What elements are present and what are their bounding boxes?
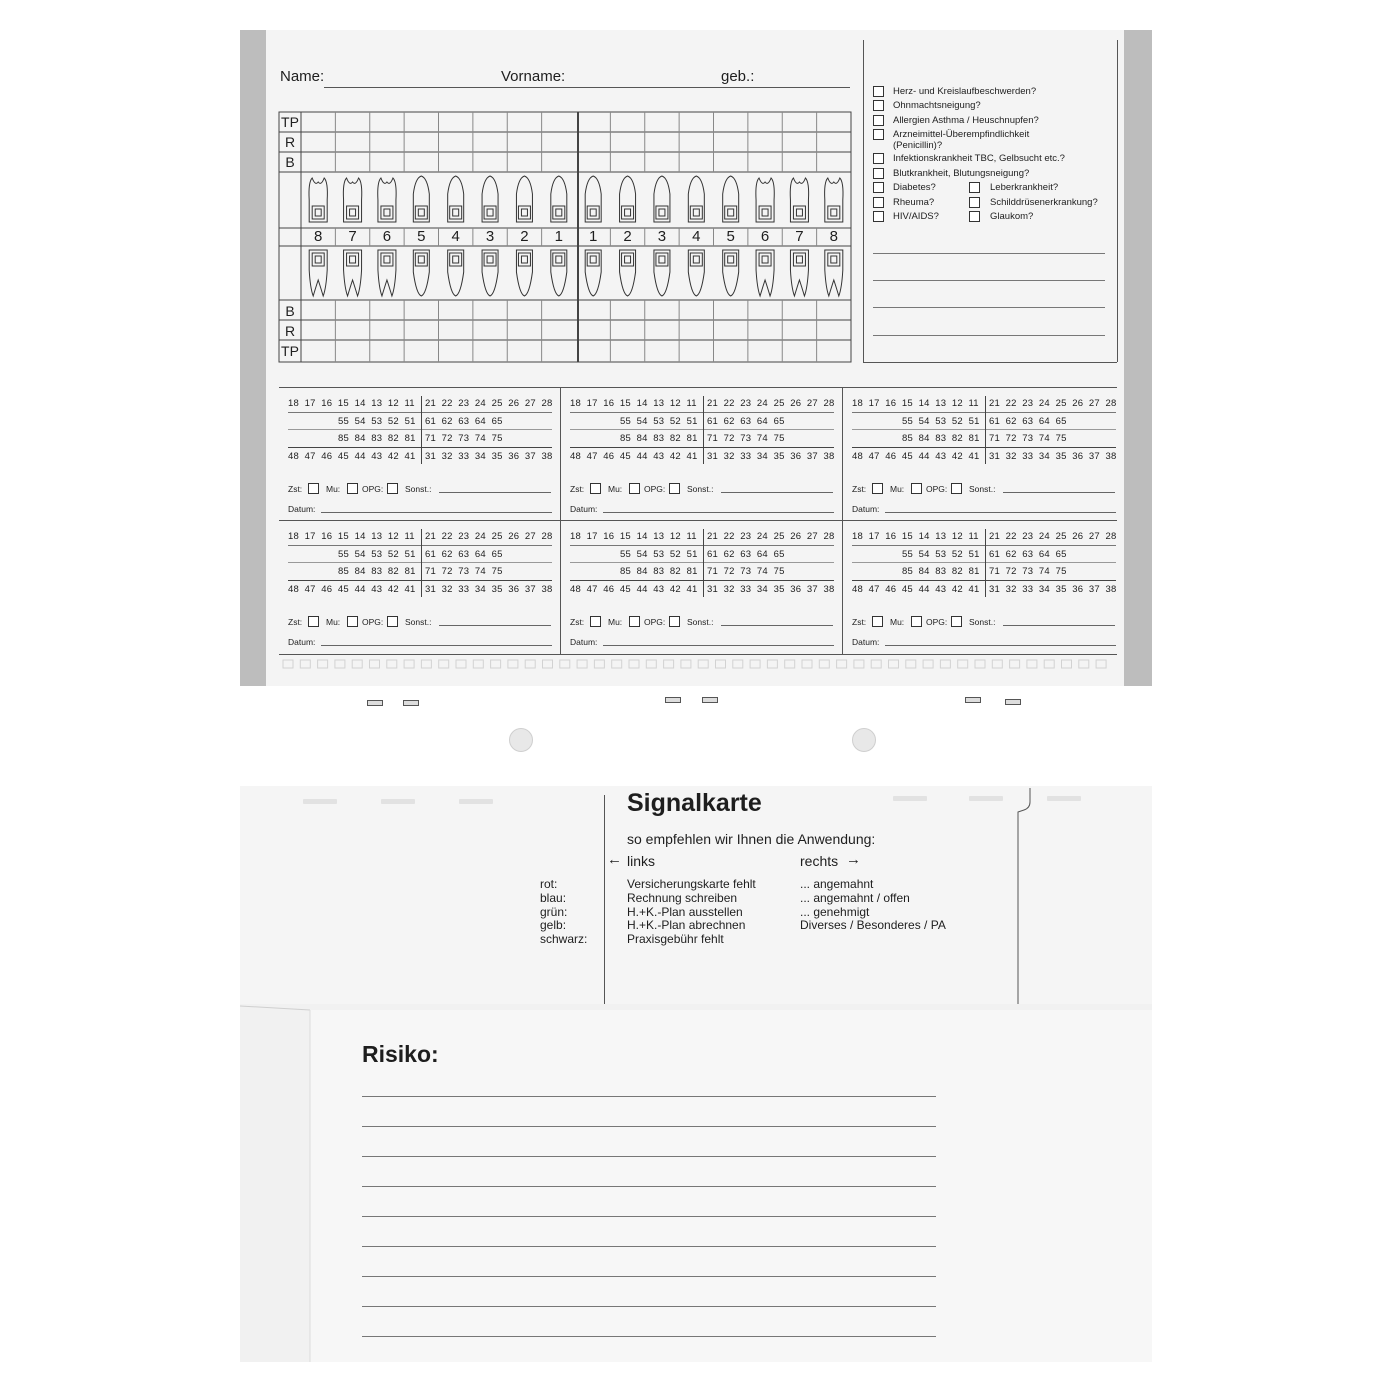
risk-line-5[interactable] — [362, 1216, 936, 1217]
chart-divider-2 — [570, 447, 834, 448]
right-item-2: ... angemahnt / offen — [800, 891, 910, 905]
upper-tooth-icon — [309, 178, 327, 222]
mini-chart-box — [561, 521, 841, 653]
quadrant-row-3-left: 85 84 83 82 81 — [338, 433, 416, 444]
chart-divider-2 — [852, 580, 1116, 581]
zst-checkbox[interactable] — [308, 616, 319, 627]
risk-pocket-edge — [240, 1004, 320, 1364]
quadrant-row-3-right: 71 72 73 74 75 — [707, 433, 785, 444]
risk-line-1[interactable] — [362, 1096, 936, 1097]
lower-tooth-icon — [378, 250, 396, 296]
opg-checkbox[interactable] — [951, 483, 962, 494]
upper-tooth-icon — [620, 176, 636, 222]
tooth-number: 2 — [520, 228, 529, 245]
mini-chart-box — [279, 521, 559, 653]
chart-divider-1 — [570, 545, 834, 546]
lower-tooth-icon — [344, 250, 362, 296]
row-label-b-upper: B — [285, 154, 295, 170]
quadrant-row-2-right: 61 62 63 64 65 — [425, 549, 503, 560]
quadrant-row-4-left: 48 47 46 45 44 43 42 41 — [288, 584, 416, 595]
tooth-number: 6 — [760, 228, 770, 245]
tooth-number: 7 — [795, 228, 804, 245]
mini-grid-bottom — [279, 654, 1117, 655]
sonst-line[interactable] — [721, 492, 833, 493]
right-item-1: ... angemahnt — [800, 877, 874, 891]
arrow-left-icon: ← — [607, 851, 622, 868]
chart-center-line — [985, 396, 986, 464]
right-gray-band — [1124, 30, 1152, 696]
sonst-label: Sonst.: — [687, 484, 714, 494]
lower-tooth-icon — [585, 250, 601, 296]
checkbox-drug-sensitivity[interactable] — [873, 129, 884, 140]
question-hiv: HIV/AIDS? — [893, 211, 939, 222]
row-label-tp-upper: TP — [281, 114, 299, 130]
signal-title: Signalkarte — [627, 789, 762, 817]
quadrant-row-4-right: 31 32 33 34 35 36 37 38 — [707, 584, 835, 595]
quadrant-row-4-left: 48 47 46 45 44 43 42 41 — [852, 451, 980, 462]
left-item-4: H.+K.-Plan abrechnen — [627, 918, 746, 932]
sonst-label: Sonst.: — [969, 617, 996, 627]
upper-tooth-icon — [413, 176, 429, 222]
mu-checkbox[interactable] — [629, 483, 640, 494]
sonst-line[interactable] — [439, 492, 551, 493]
upper-tooth-icon — [825, 178, 843, 222]
signal-subtitle: so empfehlen wir Ihnen die Anwendung: — [627, 831, 876, 847]
quadrant-row-3-right: 71 72 73 74 75 — [989, 433, 1067, 444]
quadrant-row-4-left: 48 47 46 45 44 43 42 41 — [288, 451, 416, 462]
slot-2 — [381, 799, 415, 804]
chart-center-line — [703, 529, 704, 597]
zst-checkbox[interactable] — [872, 616, 883, 627]
left-item-1: Versicherungskarte fehlt — [627, 877, 756, 891]
zst-label: Zst: — [570, 484, 585, 494]
risk-line-7[interactable] — [362, 1276, 936, 1277]
question-drug-sensitivity: Arzneimittel-Überempfindlichkeit (Penicillin)? — [893, 129, 1030, 151]
mu-checkbox[interactable] — [347, 483, 358, 494]
upper-tooth-icon — [448, 176, 464, 222]
quadrant-row-1-left: 18 17 16 15 14 13 12 11 — [570, 398, 697, 409]
opg-checkbox[interactable] — [387, 616, 398, 627]
lower-tooth-icon — [825, 250, 843, 296]
color-rot: rot: — [540, 877, 558, 891]
slot-5 — [969, 796, 1003, 801]
checkbox-heart[interactable] — [873, 86, 884, 97]
left-item-2: Rechnung schreiben — [627, 891, 738, 905]
zst-checkbox[interactable] — [872, 483, 883, 494]
signal-left-border — [604, 795, 605, 1010]
datum-label: Datum: — [570, 637, 598, 647]
quadrant-row-1-right: 21 22 23 24 25 26 27 28 — [707, 531, 835, 542]
upper-tooth-icon — [378, 178, 396, 222]
mu-checkbox[interactable] — [911, 483, 922, 494]
notes-line-1[interactable] — [873, 253, 1105, 254]
slot-4 — [893, 796, 927, 801]
zst-label: Zst: — [288, 484, 303, 494]
slot-staple-1b — [403, 700, 419, 706]
zst-label: Zst: — [852, 617, 867, 627]
upper-tooth-icon — [723, 176, 739, 222]
datum-label: Datum: — [852, 637, 880, 647]
question-infection: Infektionskrankheit TBC, Gelbsucht etc.? — [893, 153, 1065, 164]
zst-checkbox[interactable] — [590, 483, 601, 494]
upper-tooth-icon — [585, 176, 601, 222]
name-underline — [324, 87, 850, 88]
chart-divider-3 — [288, 562, 552, 563]
quadrant-row-2-left: 55 54 53 52 51 — [338, 416, 416, 427]
quadrant-row-1-right: 21 22 23 24 25 26 27 28 — [707, 398, 835, 409]
slot-staple-3b — [1005, 699, 1021, 705]
quadrant-row-2-right: 61 62 63 64 65 — [425, 416, 503, 427]
quadrant-row-1-left: 18 17 16 15 14 13 12 11 — [570, 531, 697, 542]
question-liver: Leberkrankheit? — [990, 182, 1059, 193]
quadrant-row-2-right: 61 62 63 64 65 — [707, 549, 785, 560]
quadrant-row-2-left: 55 54 53 52 51 — [620, 416, 698, 427]
question-rheuma: Rheuma? — [893, 197, 935, 208]
chart-divider-3 — [570, 429, 834, 430]
lower-tooth-icon — [723, 250, 739, 296]
upper-tooth-icon — [654, 176, 670, 222]
tooth-number: 4 — [451, 228, 460, 245]
sonst-line[interactable] — [1003, 625, 1115, 626]
chart-divider-3 — [570, 562, 834, 563]
checkbox-diabetes[interactable] — [873, 182, 884, 193]
notes-line-4[interactable] — [873, 335, 1105, 336]
opg-checkbox[interactable] — [669, 483, 680, 494]
tooth-number: 2 — [623, 228, 632, 245]
color-blau: blau: — [540, 891, 567, 905]
lower-tooth-icon — [448, 250, 464, 296]
lower-tooth-icon — [756, 250, 774, 296]
tooth-number: 7 — [348, 228, 357, 245]
chart-divider-1 — [852, 545, 1116, 546]
opg-label: OPG: — [362, 617, 384, 627]
tooth-number: 8 — [314, 228, 323, 245]
sonst-label: Sonst.: — [405, 484, 432, 494]
punch-hole-left — [509, 728, 533, 752]
datum-label: Datum: — [288, 637, 316, 647]
mu-checkbox[interactable] — [911, 616, 922, 627]
row-label-tp-lower: TP — [281, 343, 299, 359]
quadrant-row-3-left: 85 84 83 82 81 — [620, 433, 698, 444]
mu-label: Mu: — [890, 617, 905, 627]
row-label-b-lower: B — [285, 303, 295, 319]
geb-label: geb.: — [721, 68, 755, 85]
faint-pattern-row — [279, 657, 1117, 671]
question-thyroid: Schilddrüsenerkrankung? — [990, 197, 1098, 208]
tooth-number: 1 — [554, 228, 563, 245]
datum-label: Datum: — [288, 504, 316, 514]
mu-label: Mu: — [608, 484, 623, 494]
quadrant-row-1-left: 18 17 16 15 14 13 12 11 — [852, 398, 979, 409]
quadrant-row-4-left: 48 47 46 45 44 43 42 41 — [570, 451, 698, 462]
checkbox-rheuma[interactable] — [873, 197, 884, 208]
slot-staple-1a — [367, 700, 383, 706]
mini-chart-box — [843, 521, 1123, 653]
right-item-4: Diverses / Besonderes / PA — [800, 918, 946, 932]
opg-label: OPG: — [926, 484, 948, 494]
question-allergy: Allergien Asthma / Heuschnupfen? — [893, 115, 1039, 126]
mu-checkbox[interactable] — [629, 616, 640, 627]
chart-center-line — [421, 529, 422, 597]
checkbox-blood[interactable] — [873, 168, 884, 179]
zst-checkbox[interactable] — [308, 483, 319, 494]
datum-line[interactable] — [321, 512, 552, 513]
opg-label: OPG: — [362, 484, 384, 494]
risk-title: Risiko: — [362, 1041, 439, 1067]
quadrant-row-2-right: 61 62 63 64 65 — [989, 549, 1067, 560]
tooth-number: 3 — [485, 228, 495, 245]
color-gelb: gelb: — [540, 918, 567, 932]
upper-tooth-icon — [516, 176, 532, 222]
chart-divider-3 — [852, 562, 1116, 563]
quadrant-row-3-left: 85 84 83 82 81 — [620, 566, 698, 577]
risk-line-4[interactable] — [362, 1186, 936, 1187]
color-schwarz: schwarz: — [540, 932, 588, 946]
zst-label: Zst: — [288, 617, 303, 627]
quadrant-row-3-right: 71 72 73 74 75 — [707, 566, 785, 577]
mini-chart-box — [561, 388, 841, 520]
tooth-number: 3 — [657, 228, 667, 245]
quadrant-row-3-right: 71 72 73 74 75 — [425, 566, 503, 577]
slot-staple-2a — [665, 697, 681, 703]
sonst-line[interactable] — [1003, 492, 1115, 493]
quadrant-row-4-right: 31 32 33 34 35 36 37 38 — [425, 451, 553, 462]
vorname-label: Vorname: — [501, 68, 566, 85]
opg-checkbox[interactable] — [387, 483, 398, 494]
arrow-right-icon: → — [846, 851, 861, 868]
lower-tooth-icon — [654, 250, 670, 296]
right-item-3: ... genehmigt — [800, 905, 870, 919]
quadrant-row-2-left: 55 54 53 52 51 — [902, 416, 980, 427]
chart-center-line — [985, 529, 986, 597]
quadrant-row-4-right: 31 32 33 34 35 36 37 38 — [989, 451, 1117, 462]
chart-divider-1 — [288, 545, 552, 546]
quadrant-row-3-left: 85 84 83 82 81 — [902, 566, 980, 577]
slot-1 — [303, 799, 337, 804]
opg-label: OPG: — [644, 617, 666, 627]
datum-label: Datum: — [570, 504, 598, 514]
links-label: links — [627, 853, 656, 869]
lower-tooth-icon — [516, 250, 532, 296]
quadrant-row-1-left: 18 17 16 15 14 13 12 11 — [288, 531, 415, 542]
risk-line-8[interactable] — [362, 1306, 936, 1307]
question-fainting: Ohnmachtsneigung? — [893, 100, 981, 111]
lower-tooth-icon — [688, 250, 704, 296]
sonst-line[interactable] — [439, 625, 551, 626]
upper-tooth-icon — [551, 176, 567, 222]
opg-checkbox[interactable] — [669, 616, 680, 627]
checkbox-fainting[interactable] — [873, 100, 884, 111]
quadrant-row-2-left: 55 54 53 52 51 — [620, 549, 698, 560]
quadrant-row-3-right: 71 72 73 74 75 — [425, 433, 503, 444]
chart-divider-1 — [288, 412, 552, 413]
chart-divider-1 — [852, 412, 1116, 413]
slot-3 — [459, 799, 493, 804]
quadrant-row-4-right: 31 32 33 34 35 36 37 38 — [425, 584, 553, 595]
quadrant-row-1-left: 18 17 16 15 14 13 12 11 — [288, 398, 415, 409]
risk-line-2[interactable] — [362, 1126, 936, 1127]
mu-checkbox[interactable] — [347, 616, 358, 627]
zst-label: Zst: — [852, 484, 867, 494]
mu-label: Mu: — [608, 617, 623, 627]
question-glaucoma: Glaukom? — [990, 211, 1034, 222]
quadrant-row-4-left: 48 47 46 45 44 43 42 41 — [852, 584, 980, 595]
mu-label: Mu: — [326, 484, 341, 494]
opg-checkbox[interactable] — [951, 616, 962, 627]
opg-label: OPG: — [926, 617, 948, 627]
left-item-3: H.+K.-Plan ausstellen — [627, 905, 743, 919]
quadrant-row-2-right: 61 62 63 64 65 — [707, 416, 785, 427]
upper-tooth-icon — [756, 178, 774, 222]
risk-line-3[interactable] — [362, 1156, 936, 1157]
tooth-number: 6 — [382, 228, 392, 245]
sonst-label: Sonst.: — [405, 617, 432, 627]
checkbox-hiv[interactable] — [873, 211, 884, 222]
chart-divider-3 — [288, 429, 552, 430]
quadrant-row-1-right: 21 22 23 24 25 26 27 28 — [425, 398, 553, 409]
chart-divider-2 — [288, 580, 552, 581]
datum-line[interactable] — [603, 512, 834, 513]
left-item-5: Praxisgebühr fehlt — [627, 932, 724, 946]
zst-checkbox[interactable] — [590, 616, 601, 627]
checkbox-glaucoma[interactable] — [969, 211, 980, 222]
sonst-line[interactable] — [721, 625, 833, 626]
datum-line[interactable] — [321, 645, 552, 646]
slot-staple-2b — [702, 697, 718, 703]
quadrant-row-3-left: 85 84 83 82 81 — [902, 433, 980, 444]
upper-tooth-icon — [482, 176, 498, 222]
question-heart: Herz- und Kreislaufbeschwerden? — [893, 86, 1037, 97]
quadrant-row-2-left: 55 54 53 52 51 — [902, 549, 980, 560]
tooth-number: 5 — [417, 228, 426, 245]
row-label-r-lower: R — [284, 323, 296, 339]
chart-center-line — [703, 396, 704, 464]
quadrant-row-2-left: 55 54 53 52 51 — [338, 549, 416, 560]
slot-staple-3a — [965, 697, 981, 703]
chart-divider-1 — [570, 412, 834, 413]
slot-6 — [1047, 796, 1081, 801]
lower-tooth-icon — [790, 250, 808, 296]
datum-line[interactable] — [885, 645, 1116, 646]
datum-line[interactable] — [885, 512, 1116, 513]
checkbox-infection[interactable] — [873, 153, 884, 164]
opg-label: OPG: — [644, 484, 666, 494]
quadrant-row-1-right: 21 22 23 24 25 26 27 28 — [989, 398, 1117, 409]
mini-chart-box — [279, 388, 559, 520]
tooth-number: 8 — [829, 228, 838, 245]
punch-hole-right — [852, 728, 876, 752]
risk-line-6[interactable] — [362, 1246, 936, 1247]
checkbox-liver[interactable] — [969, 182, 980, 193]
checkbox-allergy[interactable] — [873, 115, 884, 126]
question-diabetes: Diabetes? — [893, 182, 936, 193]
upper-tooth-icon — [688, 176, 704, 222]
datum-line[interactable] — [603, 645, 834, 646]
tooth-number: 5 — [726, 228, 735, 245]
sonst-label: Sonst.: — [969, 484, 996, 494]
mini-chart-box — [843, 388, 1123, 520]
left-gray-band — [240, 30, 266, 696]
mu-label: Mu: — [326, 617, 341, 627]
quadrant-row-1-right: 21 22 23 24 25 26 27 28 — [989, 531, 1117, 542]
upper-tooth-icon — [790, 178, 808, 222]
signal-right-border — [1010, 786, 1040, 1012]
notes-line-2[interactable] — [873, 280, 1105, 281]
lower-tooth-icon — [413, 250, 429, 296]
color-gruen: grün: — [540, 905, 568, 919]
chart-divider-3 — [852, 429, 1116, 430]
zst-label: Zst: — [570, 617, 585, 627]
checkbox-thyroid[interactable] — [969, 197, 980, 208]
upper-tooth-icon — [343, 178, 361, 222]
lower-tooth-icon — [551, 250, 567, 296]
name-label: Name: — [280, 68, 325, 85]
chart-divider-2 — [570, 580, 834, 581]
quadrant-row-4-right: 31 32 33 34 35 36 37 38 — [989, 584, 1117, 595]
quadrant-row-4-left: 48 47 46 45 44 43 42 41 — [570, 584, 698, 595]
rechts-label: rechts — [800, 853, 839, 869]
lower-tooth-icon — [482, 250, 498, 296]
panel-divider — [863, 40, 864, 362]
quadrant-row-3-right: 71 72 73 74 75 — [989, 566, 1067, 577]
panel-bottom — [863, 362, 1117, 363]
panel-right — [1117, 40, 1118, 362]
chart-divider-2 — [852, 447, 1116, 448]
tooth-number: 4 — [692, 228, 701, 245]
lower-tooth-icon — [620, 250, 636, 296]
question-blood: Blutkrankheit, Blutungsneigung? — [893, 168, 1030, 179]
chart-divider-2 — [288, 447, 552, 448]
quadrant-row-2-right: 61 62 63 64 65 — [989, 416, 1067, 427]
notes-line-3[interactable] — [873, 307, 1105, 308]
quadrant-row-1-right: 21 22 23 24 25 26 27 28 — [425, 531, 553, 542]
mu-label: Mu: — [890, 484, 905, 494]
quadrant-row-3-left: 85 84 83 82 81 — [338, 566, 416, 577]
chart-center-line — [421, 396, 422, 464]
datum-label: Datum: — [852, 504, 880, 514]
row-label-r-upper: R — [284, 134, 296, 150]
quadrant-row-4-right: 31 32 33 34 35 36 37 38 — [707, 451, 835, 462]
lower-tooth-icon — [309, 250, 327, 296]
sonst-label: Sonst.: — [687, 617, 714, 627]
quadrant-row-1-left: 18 17 16 15 14 13 12 11 — [852, 531, 979, 542]
risk-line-9[interactable] — [362, 1336, 936, 1337]
tooth-number: 1 — [589, 228, 598, 245]
